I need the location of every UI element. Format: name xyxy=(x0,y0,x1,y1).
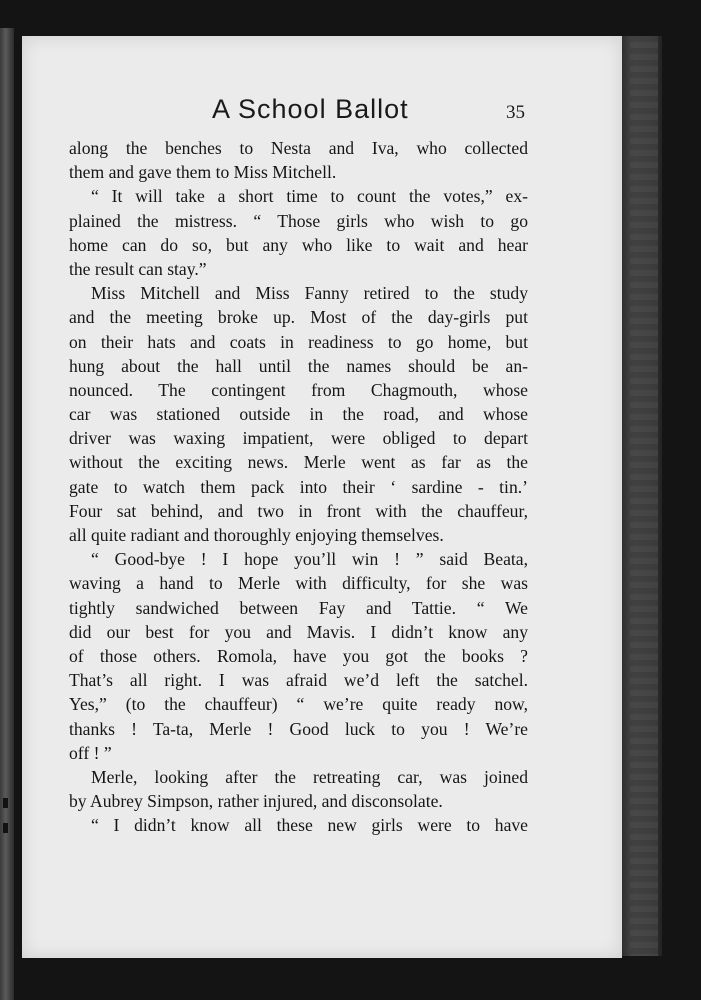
text-line: on their hats and coats in readiness to go home, but xyxy=(69,331,528,352)
book-binding-edge xyxy=(0,28,14,1000)
text-line: without the exciting news. Merle went as far as the xyxy=(69,452,528,473)
text-line: all quite radiant and thoroughly enjoying themselves. xyxy=(69,525,444,545)
text-line: the result can stay.” xyxy=(69,258,207,279)
body-text xyxy=(69,136,528,837)
text-line: That’s all right. I was afraid we’d left the satchel. xyxy=(69,670,528,691)
text-line: Yes,” (to the chauffeur) “ we’re quite ready now, xyxy=(69,694,528,715)
text-line: waving a hand to Merle with difficulty, for she was xyxy=(69,573,528,594)
page-number: 35 xyxy=(506,102,525,123)
text-line: Four sat behind, and two in front with the chauffeur, xyxy=(69,500,528,521)
text-line: thanks ! Ta-ta, Merle ! Good luck to you ! We’re xyxy=(69,718,528,739)
text-line: did our best for you and Mavis. I didn’t know any xyxy=(69,621,528,642)
text-line: tightly sandwiched between Fay and Tattie. “ We xyxy=(69,597,528,618)
text-line: Miss Mitchell and Miss Fanny retired to the study xyxy=(91,283,528,304)
page-header xyxy=(22,94,622,134)
text-line: driver was waxing impatient, were obliged to depart xyxy=(69,428,528,449)
text-line: off ! ” xyxy=(69,742,112,763)
text-line: car was stationed outside in the road, and whose xyxy=(69,404,528,425)
text-line: along the benches to Nesta and Iva, who collected xyxy=(69,138,528,158)
running-title: A School Ballot xyxy=(212,94,409,124)
text-line: and the meeting broke up. Most of the day-girls put xyxy=(69,307,528,328)
book-cover-texture xyxy=(630,36,658,956)
binding-mark xyxy=(3,798,8,808)
text-line: gate to watch them pack into their ‘ sardine - tin.’ xyxy=(69,476,528,497)
text-line: them and gave them to Miss Mitchell. xyxy=(69,162,337,183)
text-line: plained the mistress. “ Those girls who wish to go xyxy=(69,210,528,231)
text-line: “ I didn’t know all these new girls were to have xyxy=(91,815,528,836)
book-page xyxy=(22,36,622,958)
binding-mark xyxy=(3,823,8,833)
text-line: home can do so, but any who like to wait and hear xyxy=(69,234,528,255)
text-line: nounced. The contingent from Chagmouth, whose xyxy=(69,379,528,400)
text-line: Merle, looking after the retreating car, was joined xyxy=(91,766,528,787)
text-line: hung about the hall until the names should be an- xyxy=(69,355,528,376)
text-line: “ It will take a short time to count the votes,” ex- xyxy=(91,186,528,207)
text-line: by Aubrey Simpson, rather injured, and disconsolate. xyxy=(69,791,443,812)
text-line: “ Good-bye ! I hope you’ll win ! ” said Beata, xyxy=(91,549,528,570)
text-line: of those others. Romola, have you got the books ? xyxy=(69,645,528,666)
